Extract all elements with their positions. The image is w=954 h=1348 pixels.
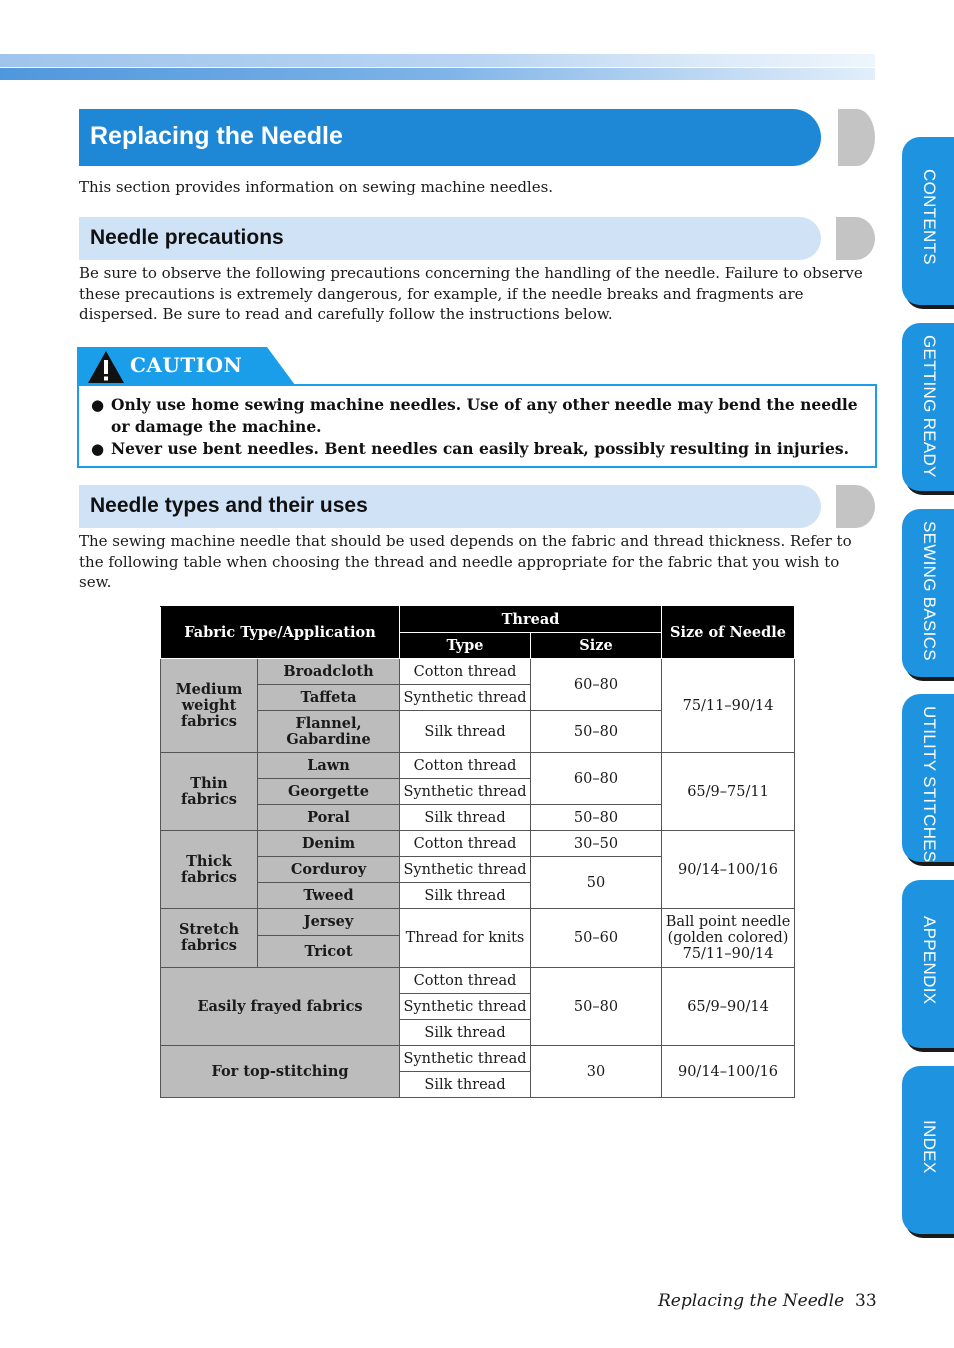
thread-type-cell: Cotton thread <box>400 659 531 685</box>
fabric-cell: Denim <box>258 831 400 857</box>
group-label: Easily frayed fabrics <box>161 968 400 1046</box>
tab-label: SEWING BASICS <box>920 521 939 661</box>
thread-size-cell: 60–80 <box>531 753 662 805</box>
caution-item <box>91 438 861 460</box>
top-decorative-band <box>0 54 875 81</box>
needle-table <box>160 606 795 1098</box>
fabric-cell: Tweed <box>258 883 400 909</box>
needle-size-cell: 65/9–75/11 <box>662 753 795 831</box>
warning-triangle-icon <box>86 349 126 385</box>
table-row <box>161 1046 795 1072</box>
caution-box <box>77 384 877 468</box>
header-thread-type: Type <box>400 633 531 659</box>
top-band-dark <box>0 68 875 80</box>
caution-item-text: Never use bent needles. Bent needles can easily break, possibly resulting in injuries. <box>111 439 849 458</box>
main-heading-bar <box>79 109 821 166</box>
page-number: 33 <box>855 1291 877 1311</box>
thread-type-cell: Cotton thread <box>400 968 531 994</box>
header-thread-size: Size <box>531 633 662 659</box>
precautions-text: Be sure to observe the following precautions concerning the handling of the needle. Failure to observe these precautions is extremely dangerous, for example, if the needle breaks and fragments are dispersed. Be sure to read and carefully follow the instructions below. <box>79 264 863 323</box>
tab-label: UTILITY STITCHES <box>920 706 939 863</box>
thread-type-cell: Silk thread <box>400 805 531 831</box>
needle-size-cell: Ball point needle (golden colored) 75/11–90/14 <box>662 909 795 968</box>
table-header-row <box>161 607 795 633</box>
tab-label: APPENDIX <box>920 916 939 1005</box>
intro-text: This section provides information on sewing machine needles. <box>79 178 554 196</box>
tab-utility-stitches[interactable] <box>902 694 954 862</box>
needle-size-cell: 90/14–100/16 <box>662 831 795 909</box>
group-label: Thin fabrics <box>161 753 258 831</box>
thread-type-cell: Synthetic thread <box>400 1046 531 1072</box>
needle-size-cell: 65/9–90/14 <box>662 968 795 1046</box>
needle-size-cell: 75/11–90/14 <box>662 659 795 753</box>
footer-title: Replacing the Needle <box>658 1291 845 1311</box>
needle-size-cell: 90/14–100/16 <box>662 1046 795 1098</box>
table-row <box>161 831 795 857</box>
thread-size-cell: 60–80 <box>531 659 662 711</box>
fabric-cell: Poral <box>258 805 400 831</box>
thread-type-cell: Synthetic thread <box>400 857 531 883</box>
precautions-heading-bar <box>79 217 821 260</box>
bullet-icon: ● <box>91 440 105 458</box>
precautions-heading: Needle precautions <box>90 226 284 249</box>
thread-type-cell: Synthetic thread <box>400 685 531 711</box>
tab-label: CONTENTS <box>920 169 939 265</box>
thread-size-cell: 30 <box>531 1046 662 1098</box>
tab-sewing-basics[interactable] <box>902 509 954 677</box>
caution-tab <box>77 347 295 385</box>
types-heading: Needle types and their uses <box>90 494 368 517</box>
group-label: For top-stitching <box>161 1046 400 1098</box>
fabric-cell: Flannel, Gabardine <box>258 711 400 753</box>
header-fabric: Fabric Type/Application <box>161 607 400 659</box>
table-row <box>161 968 795 994</box>
group-label: Medium weight fabrics <box>161 659 258 753</box>
caution-item-text: Only use home sewing machine needles. Use of any other needle may bend the needle or damage the machine. <box>111 395 858 436</box>
tab-label: GETTING READY <box>920 335 939 478</box>
thread-size-cell: 50–80 <box>531 968 662 1046</box>
fabric-cell: Corduroy <box>258 857 400 883</box>
tab-getting-ready[interactable] <box>902 323 954 491</box>
caution-item <box>91 394 861 438</box>
thread-type-cell: Silk thread <box>400 711 531 753</box>
header-thread: Thread <box>400 607 662 633</box>
thread-size-cell: 50–80 <box>531 711 662 753</box>
bullet-icon: ● <box>91 396 105 414</box>
heading-pill-decoration <box>838 109 875 166</box>
thread-type-cell: Cotton thread <box>400 831 531 857</box>
thread-size-cell: 30–50 <box>531 831 662 857</box>
group-label: Stretch fabrics <box>161 909 258 968</box>
thread-size-cell: 50 <box>531 857 662 909</box>
thread-size-cell: 50–60 <box>531 909 662 968</box>
page-title: Replacing the Needle <box>90 122 343 150</box>
types-heading-bar <box>79 485 821 528</box>
thread-type-cell: Thread for knits <box>400 909 531 968</box>
tab-appendix[interactable] <box>902 880 954 1048</box>
precautions-pill-decoration <box>836 217 875 260</box>
thread-type-cell: Synthetic thread <box>400 994 531 1020</box>
tab-label: INDEX <box>920 1120 939 1174</box>
caution-label: CAUTION <box>130 353 243 377</box>
fabric-cell: Jersey <box>258 909 400 936</box>
table-row <box>161 659 795 685</box>
thread-type-cell: Silk thread <box>400 1072 531 1098</box>
fabric-cell: Tricot <box>258 936 400 968</box>
types-pill-decoration <box>836 485 875 528</box>
table-row <box>161 909 795 936</box>
types-text: The sewing machine needle that should be used depends on the fabric and thread thickness. Refer to the following table when choosing the thread and needle appropriate for the fabric that you wish to sew. <box>79 532 852 591</box>
tab-index[interactable] <box>902 1066 954 1234</box>
fabric-cell: Georgette <box>258 779 400 805</box>
thread-type-cell: Synthetic thread <box>400 779 531 805</box>
fabric-cell: Broadcloth <box>258 659 400 685</box>
fabric-cell: Taffeta <box>258 685 400 711</box>
table-row <box>161 753 795 779</box>
tab-contents[interactable] <box>902 137 954 305</box>
header-needle-size: Size of Needle <box>662 607 795 659</box>
group-label: Thick fabrics <box>161 831 258 909</box>
thread-type-cell: Cotton thread <box>400 753 531 779</box>
thread-size-cell: 50–80 <box>531 805 662 831</box>
thread-type-cell: Silk thread <box>400 1020 531 1046</box>
fabric-cell: Lawn <box>258 753 400 779</box>
top-band-light <box>0 54 875 67</box>
thread-type-cell: Silk thread <box>400 883 531 909</box>
